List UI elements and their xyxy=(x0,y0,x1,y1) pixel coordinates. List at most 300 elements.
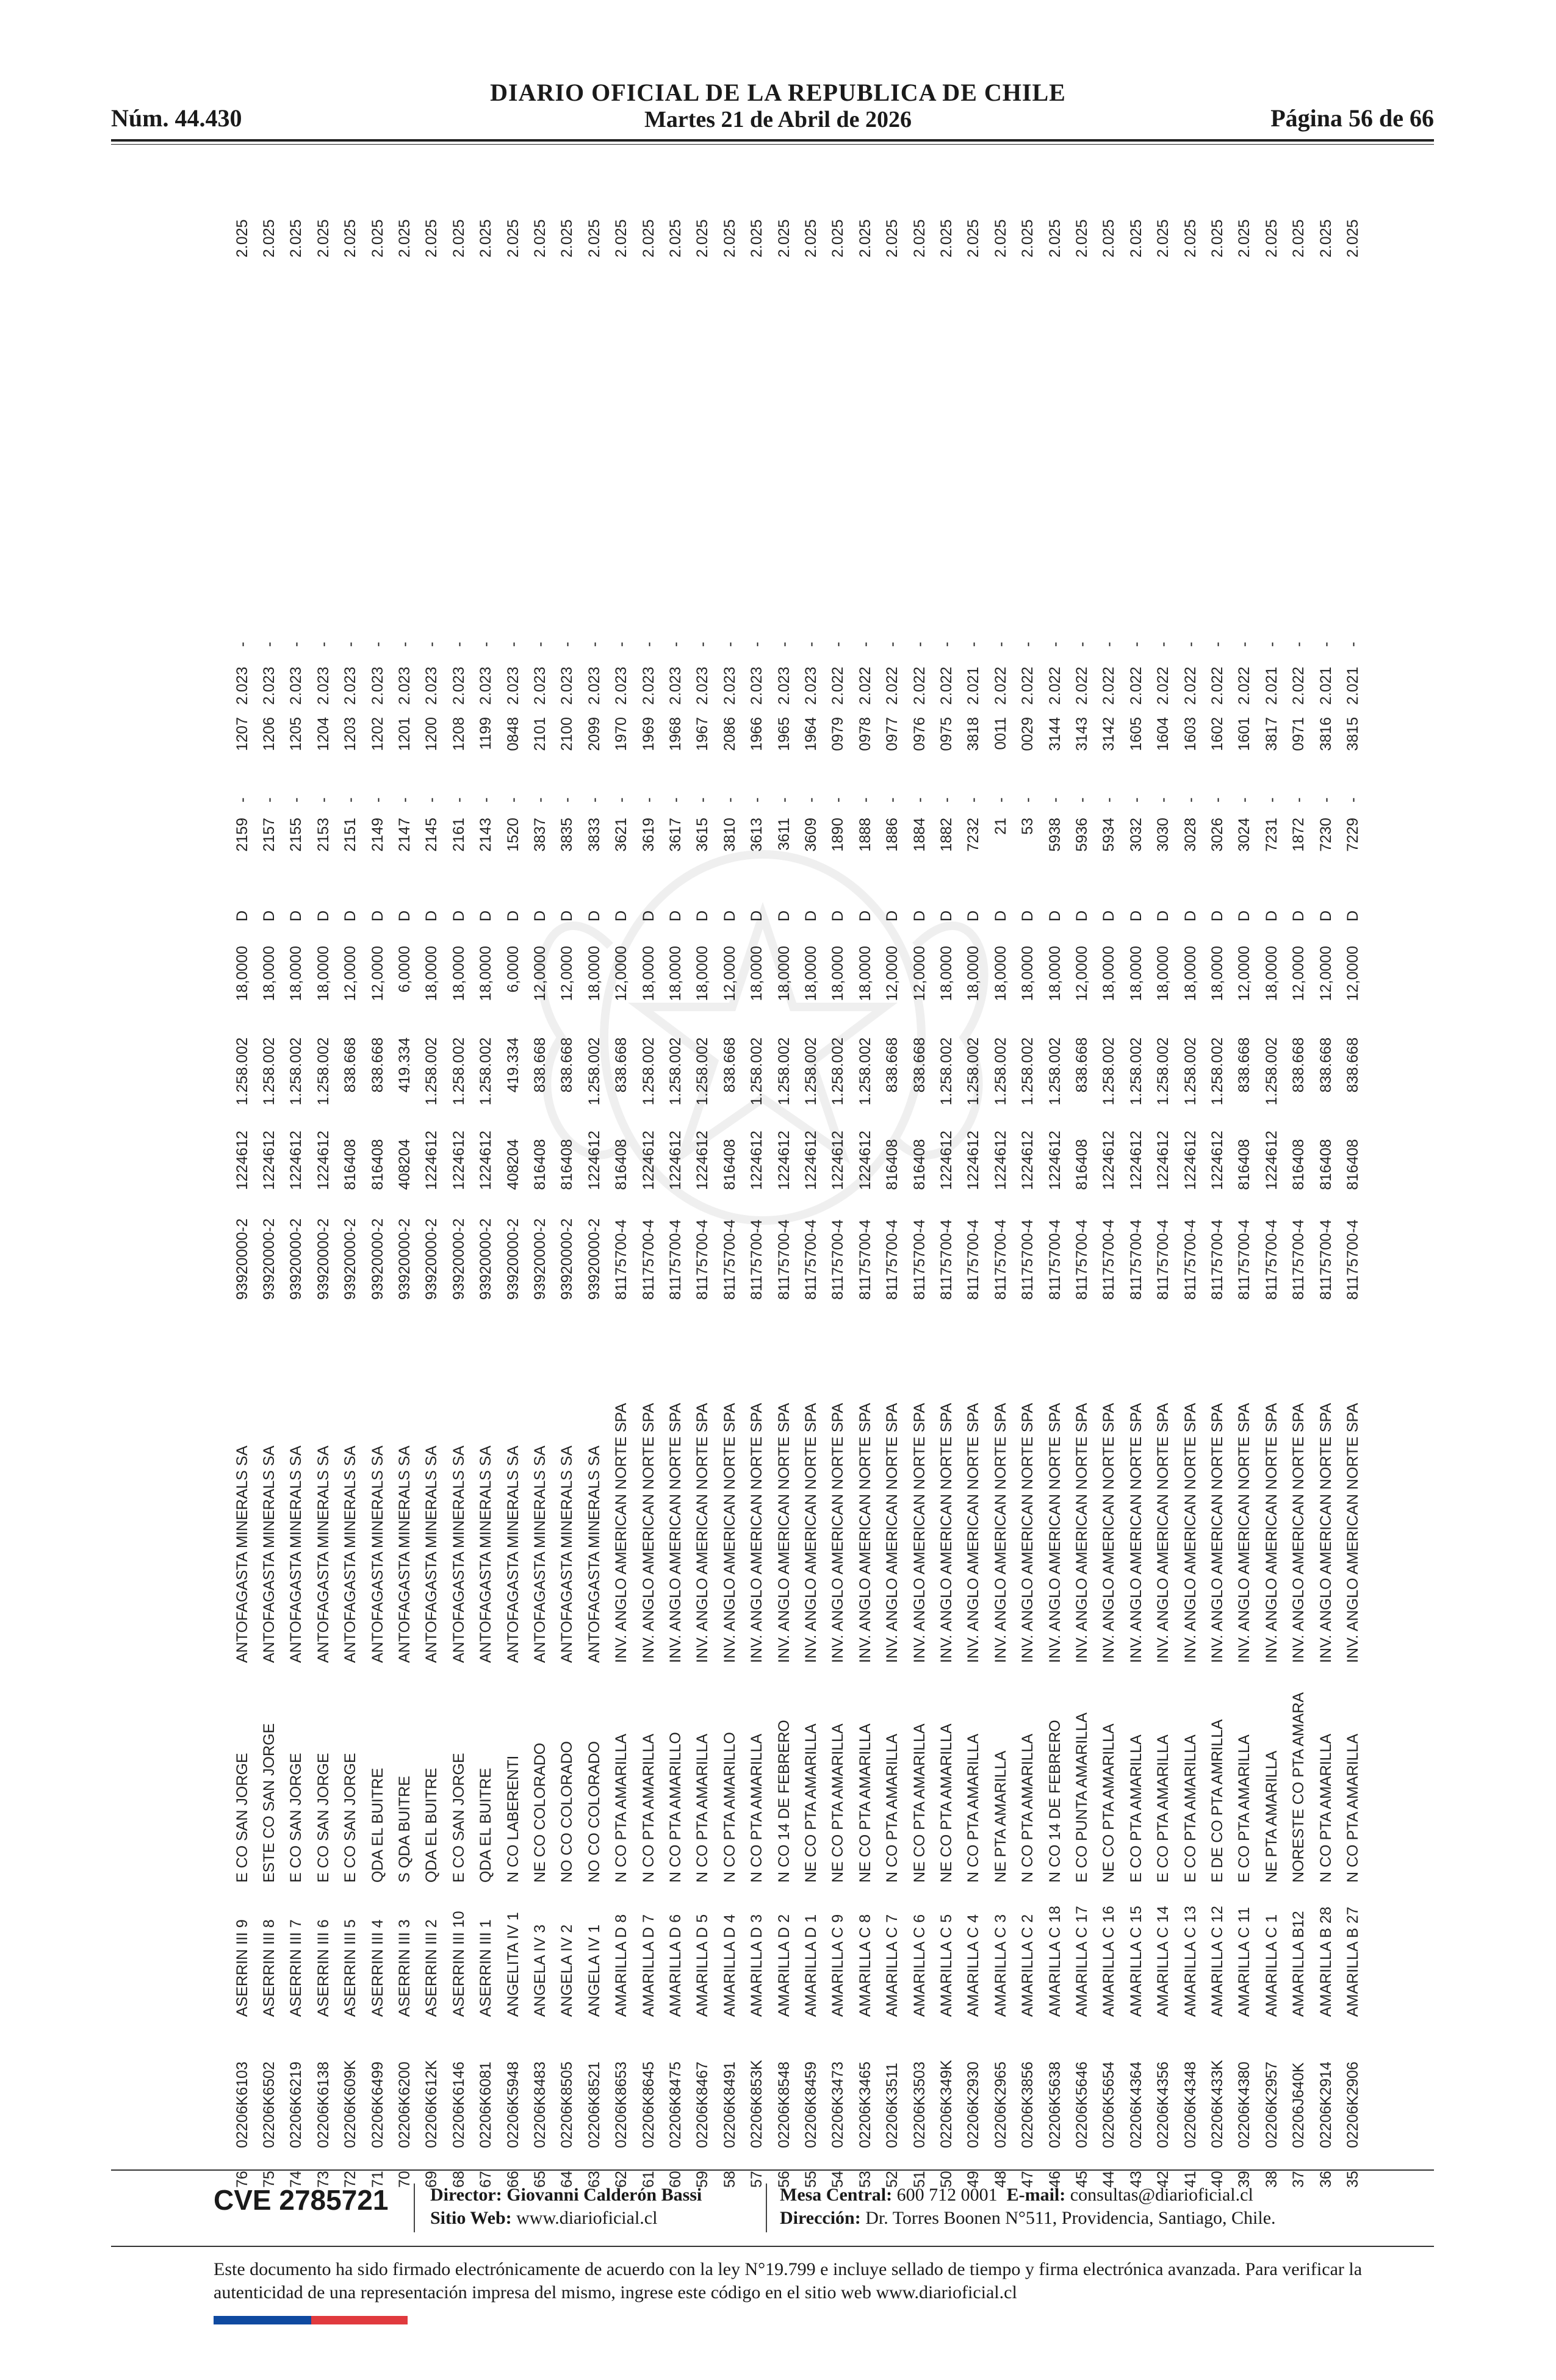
reference-number: 7230 xyxy=(1317,818,1334,852)
mining-code: 02206K3511 xyxy=(884,2063,901,2148)
holder-rut: 93920000-2 xyxy=(450,1218,467,1300)
type-flag: D xyxy=(748,910,766,921)
surface: 12,0000 xyxy=(342,946,359,1001)
value-b: 1.258.002 xyxy=(314,1037,332,1106)
value-b: 1.258.002 xyxy=(938,1037,955,1106)
value-a: 816408 xyxy=(1290,1139,1308,1190)
row-number: 64 xyxy=(558,2171,576,2188)
value-a: 1224612 xyxy=(829,1130,847,1190)
flag-stripe-blue xyxy=(214,2316,311,2324)
reference-year: 2.022 xyxy=(1073,666,1090,705)
holder-name: ANTOFAGASTA MINERALS SA xyxy=(477,1445,495,1663)
value-b: 1.258.002 xyxy=(1181,1037,1199,1106)
separator-dash-2: - xyxy=(694,641,711,647)
location: N CO PTA AMARILLA xyxy=(1019,1733,1037,1883)
reference-number: 2159 xyxy=(233,818,251,852)
table-row xyxy=(960,171,987,2215)
mining-code: 02206K609K xyxy=(342,2060,359,2148)
table-row xyxy=(1014,171,1041,2215)
reference-number: 3617 xyxy=(667,818,684,852)
value-a: 816408 xyxy=(1344,1139,1361,1190)
holder-rut: 81175700-4 xyxy=(1046,1219,1064,1300)
value-b: 1.258.002 xyxy=(802,1037,819,1106)
reference-number-2: 1601 xyxy=(1236,717,1253,751)
holder-rut: 93920000-2 xyxy=(287,1218,305,1300)
reference-number: 2153 xyxy=(314,818,332,852)
value-a: 816408 xyxy=(1073,1139,1090,1190)
reference-number-2: 1964 xyxy=(802,717,819,751)
separator-dash: - xyxy=(1209,797,1226,802)
value-a: 1224612 xyxy=(423,1130,441,1190)
row-number: 62 xyxy=(613,2171,630,2188)
separator-dash-2: - xyxy=(1236,641,1253,647)
phone-label: Mesa Central: xyxy=(780,2185,893,2205)
publication-year: 2.025 xyxy=(992,219,1009,258)
publication-date: Martes 21 de Abril de 2026 xyxy=(644,107,912,132)
reference-number: 2161 xyxy=(450,818,467,852)
publication-year: 2.025 xyxy=(504,219,522,258)
type-flag: D xyxy=(694,910,711,921)
location: S QDA BUITRE xyxy=(396,1775,413,1883)
separator-dash: - xyxy=(369,797,386,802)
type-flag: D xyxy=(721,910,738,921)
table-row xyxy=(1285,171,1312,2215)
row-number: 41 xyxy=(1181,2171,1199,2188)
mining-code: 02206K2965 xyxy=(992,2061,1009,2148)
value-a: 1224612 xyxy=(694,1130,711,1190)
table-row xyxy=(798,171,824,2215)
holder-rut: 81175700-4 xyxy=(1127,1219,1145,1300)
surface: 18,0000 xyxy=(829,946,847,1001)
reference-number: 3028 xyxy=(1181,818,1199,852)
type-flag: D xyxy=(314,910,332,921)
publication-year: 2.025 xyxy=(1181,219,1199,258)
page-number: Página 56 de 66 xyxy=(1270,104,1434,132)
concession-name: AMARILLA C 17 xyxy=(1073,1905,1090,2017)
type-flag: D xyxy=(1046,910,1064,921)
type-flag: D xyxy=(1019,910,1037,921)
location: E CO SAN JORGE xyxy=(287,1753,305,1883)
reference-number-2: 0978 xyxy=(856,717,874,751)
value-b: 1.258.002 xyxy=(1019,1037,1037,1106)
reference-number-2: 1199 xyxy=(477,717,495,750)
table-row xyxy=(391,171,418,2215)
value-a: 1224612 xyxy=(1019,1130,1037,1190)
location: E CO PTA AMARILLA xyxy=(1181,1734,1199,1883)
separator-dash: - xyxy=(1019,797,1037,802)
separator-dash-2: - xyxy=(721,641,738,647)
table-row xyxy=(906,171,933,2215)
concession-name: ANGELA IV 2 xyxy=(558,1924,576,2017)
reference-year: 2.023 xyxy=(396,666,413,705)
type-flag: D xyxy=(423,910,441,921)
holder-name: INV. ANGLO AMERICAN NORTE SPA xyxy=(775,1402,793,1663)
reference-number-2: 1201 xyxy=(396,717,413,751)
mining-code: 02206K8491 xyxy=(721,2061,738,2148)
table-row xyxy=(310,171,337,2215)
reference-year: 2.023 xyxy=(450,666,467,705)
reference-number: 1888 xyxy=(856,818,874,852)
mining-code: 02206K3503 xyxy=(910,2061,928,2148)
table-row xyxy=(1258,171,1285,2215)
issue-number: Núm. 44.430 xyxy=(111,104,242,132)
value-a: 408204 xyxy=(504,1139,522,1190)
reference-number: 7229 xyxy=(1344,818,1361,852)
row-number: 55 xyxy=(802,2171,819,2188)
row-number: 53 xyxy=(856,2171,874,2188)
value-b: 838.668 xyxy=(342,1037,359,1093)
surface: 18,0000 xyxy=(992,946,1009,1001)
publication-year: 2.025 xyxy=(314,219,332,258)
separator-dash: - xyxy=(1100,797,1118,802)
reference-number-2: 0976 xyxy=(910,717,928,751)
concession-name: AMARILLA D 4 xyxy=(721,1914,738,2017)
separator-dash-2: - xyxy=(1073,641,1090,647)
value-a: 1224612 xyxy=(585,1130,603,1190)
reference-year: 2.022 xyxy=(1127,666,1145,705)
table-row xyxy=(337,171,364,2215)
value-b: 1.258.002 xyxy=(261,1037,278,1106)
footer-contact-block xyxy=(780,2183,1276,2230)
table-row xyxy=(472,171,499,2215)
publication-year: 2.025 xyxy=(287,219,305,258)
mining-code: 02206K6138 xyxy=(314,2061,332,2148)
holder-name: ANTOFAGASTA MINERALS SA xyxy=(558,1445,576,1663)
reference-year: 2.022 xyxy=(1236,666,1253,705)
separator-dash: - xyxy=(396,797,413,802)
table-row xyxy=(1231,171,1258,2215)
publication-year: 2.025 xyxy=(1046,219,1064,258)
separator-dash-2: - xyxy=(261,641,278,647)
publication-year: 2.025 xyxy=(531,219,549,258)
surface: 18,0000 xyxy=(802,946,819,1001)
reference-number-2: 1967 xyxy=(694,717,711,751)
publication-year: 2.025 xyxy=(233,219,251,258)
value-a: 816408 xyxy=(884,1139,901,1190)
concessions-table-rotated xyxy=(189,171,1410,2215)
row-number: 67 xyxy=(477,2171,495,2188)
type-flag: D xyxy=(775,910,793,921)
reference-number: 5934 xyxy=(1100,818,1118,852)
publication-year: 2.025 xyxy=(1344,219,1361,258)
separator-dash: - xyxy=(667,797,684,802)
holder-rut: 93920000-2 xyxy=(314,1218,332,1300)
website-link[interactable]: www.diarioficial.cl xyxy=(516,2208,658,2228)
holder-rut: 81175700-4 xyxy=(1290,1219,1308,1300)
holder-rut: 81175700-4 xyxy=(613,1219,630,1300)
reference-year: 2.022 xyxy=(1154,666,1172,705)
holder-rut: 93920000-2 xyxy=(477,1218,495,1300)
reference-year: 2.023 xyxy=(477,666,495,705)
mining-code: 02206K8505 xyxy=(558,2061,576,2148)
value-b: 1.258.002 xyxy=(748,1037,766,1106)
holder-rut: 81175700-4 xyxy=(829,1219,847,1300)
publication-year: 2.025 xyxy=(1073,219,1090,258)
reference-number-2: 1603 xyxy=(1181,717,1199,751)
type-flag: D xyxy=(802,910,819,921)
mining-code: 02206K5646 xyxy=(1073,2061,1090,2148)
concession-name: AMARILLA C 18 xyxy=(1046,1905,1064,2017)
location: NE CO PTA AMARILLA xyxy=(856,1723,874,1883)
separator-dash: - xyxy=(613,797,630,802)
header-rule xyxy=(111,139,1434,142)
reference-year: 2.022 xyxy=(1290,666,1308,705)
holder-rut: 81175700-4 xyxy=(1073,1219,1090,1300)
surface: 12,0000 xyxy=(369,946,386,1001)
mining-code: 02206K8645 xyxy=(639,2061,657,2148)
holder-rut: 81175700-4 xyxy=(694,1219,711,1300)
location: NO CO COLORADO xyxy=(558,1741,576,1883)
location: N CO PTA AMARILLA xyxy=(965,1733,982,1883)
type-flag: D xyxy=(233,910,251,921)
concession-name: ASERRIN III 10 xyxy=(450,1911,467,2017)
holder-name: INV. ANGLO AMERICAN NORTE SPA xyxy=(884,1402,901,1663)
holder-name: INV. ANGLO AMERICAN NORTE SPA xyxy=(1073,1402,1090,1663)
concession-name: AMARILLA C 13 xyxy=(1181,1905,1199,2017)
value-b: 1.258.002 xyxy=(423,1037,441,1106)
phone-value: 600 712 0001 xyxy=(896,2185,998,2205)
separator-dash: - xyxy=(558,797,576,802)
concession-name: AMARILLA D 8 xyxy=(613,1914,630,2017)
location: N CO PTA AMARILLA xyxy=(1317,1733,1334,1883)
concession-name: AMARILLA C 11 xyxy=(1236,1906,1253,2017)
holder-rut: 81175700-4 xyxy=(1181,1219,1199,1300)
location: NE CO PTA AMARILLA xyxy=(1100,1723,1118,1883)
reference-number-2: 1970 xyxy=(613,717,630,751)
concession-name: AMARILLA D 5 xyxy=(694,1914,711,2017)
reference-year: 2.023 xyxy=(613,666,630,705)
type-flag: D xyxy=(1344,910,1361,921)
table-row xyxy=(824,171,851,2215)
separator-dash: - xyxy=(829,797,847,802)
surface: 18,0000 xyxy=(233,946,251,1001)
row-number: 49 xyxy=(965,2171,982,2188)
value-b: 1.258.002 xyxy=(667,1037,684,1106)
location: E CO PTA AMARILLA xyxy=(1236,1734,1253,1883)
holder-name: ANTOFAGASTA MINERALS SA xyxy=(314,1445,332,1663)
row-number: 76 xyxy=(233,2171,251,2188)
holder-name: INV. ANGLO AMERICAN NORTE SPA xyxy=(667,1402,684,1663)
row-number: 37 xyxy=(1290,2171,1308,2188)
publication-year: 2.025 xyxy=(1127,219,1145,258)
value-b: 1.258.002 xyxy=(233,1037,251,1106)
holder-rut: 81175700-4 xyxy=(775,1219,793,1300)
separator-dash: - xyxy=(314,797,332,802)
separator-dash: - xyxy=(639,797,657,802)
concession-name: AMARILLA C 3 xyxy=(992,1914,1009,2017)
value-b: 838.668 xyxy=(1317,1037,1334,1093)
separator-dash-2: - xyxy=(558,641,576,647)
table-row xyxy=(418,171,445,2215)
value-b: 1.258.002 xyxy=(1046,1037,1064,1106)
email-link[interactable]: consultas@diarioficial.cl xyxy=(1070,2185,1253,2205)
row-number: 54 xyxy=(829,2171,847,2188)
holder-name: INV. ANGLO AMERICAN NORTE SPA xyxy=(748,1402,766,1663)
publication-year: 2.025 xyxy=(1019,219,1037,258)
holder-rut: 81175700-4 xyxy=(884,1219,901,1300)
reference-number: 2143 xyxy=(477,818,495,852)
separator-dash-2: - xyxy=(639,641,657,647)
reference-number-2: 1969 xyxy=(639,717,657,751)
surface: 12,0000 xyxy=(884,946,901,1001)
separator-dash-2: - xyxy=(504,641,522,647)
mining-code: 02206K853K xyxy=(748,2060,766,2148)
reference-year: 2.023 xyxy=(721,666,738,705)
table-row xyxy=(689,171,716,2215)
reference-number-2: 1204 xyxy=(314,717,332,751)
value-a: 1224612 xyxy=(477,1130,495,1190)
table-row xyxy=(1150,171,1176,2215)
holder-name: INV. ANGLO AMERICAN NORTE SPA xyxy=(1344,1402,1361,1663)
surface: 12,0000 xyxy=(1236,946,1253,1001)
surface: 18,0000 xyxy=(856,946,874,1001)
value-a: 816408 xyxy=(613,1139,630,1190)
table-row xyxy=(743,171,770,2215)
value-b: 838.668 xyxy=(558,1037,576,1093)
location: N CO PTA AMARILLA xyxy=(884,1733,901,1883)
separator-dash: - xyxy=(1344,797,1361,802)
reference-year: 2.021 xyxy=(1262,666,1280,705)
surface: 18,0000 xyxy=(775,946,793,1001)
location: E CO SAN JORGE xyxy=(342,1753,359,1883)
holder-name: INV. ANGLO AMERICAN NORTE SPA xyxy=(639,1402,657,1663)
separator-dash-2: - xyxy=(1127,641,1145,647)
value-b: 838.668 xyxy=(531,1037,549,1093)
publication-year: 2.025 xyxy=(856,219,874,258)
separator-dash-2: - xyxy=(450,641,467,647)
surface: 18,0000 xyxy=(1100,946,1118,1001)
separator-dash-2: - xyxy=(233,641,251,647)
reference-number-2: 0975 xyxy=(938,717,955,751)
concession-name: ASERRIN III 6 xyxy=(314,1919,332,2017)
value-a: 816408 xyxy=(1317,1139,1334,1190)
value-b: 1.258.002 xyxy=(965,1037,982,1106)
surface: 18,0000 xyxy=(1154,946,1172,1001)
mining-code: 02206K6502 xyxy=(261,2061,278,2148)
value-b: 1.258.002 xyxy=(477,1037,495,1106)
mining-code: 02206K3856 xyxy=(1019,2061,1037,2148)
reference-number: 7232 xyxy=(965,818,982,852)
value-a: 1224612 xyxy=(965,1130,982,1190)
mining-code: 02206K2914 xyxy=(1317,2061,1334,2148)
holder-name: INV. ANGLO AMERICAN NORTE SPA xyxy=(910,1402,928,1663)
location: NE CO PTA AMARILLA xyxy=(802,1723,819,1883)
value-a: 408204 xyxy=(396,1139,413,1190)
footer-rule xyxy=(111,2169,1434,2171)
holder-rut: 93920000-2 xyxy=(504,1218,522,1300)
reference-year: 2.023 xyxy=(314,666,332,705)
reference-number: 3024 xyxy=(1236,818,1253,852)
concession-name: ASERRIN III 2 xyxy=(423,1919,441,2017)
reference-number: 2151 xyxy=(342,818,359,852)
row-number: 61 xyxy=(639,2171,657,2188)
separator-dash-2: - xyxy=(775,641,793,647)
value-b: 1.258.002 xyxy=(856,1037,874,1106)
reference-year: 2.023 xyxy=(342,666,359,705)
surface: 12,0000 xyxy=(721,946,738,1001)
value-a: 1224612 xyxy=(314,1130,332,1190)
holder-rut: 81175700-4 xyxy=(856,1219,874,1300)
mining-code: 02206K6219 xyxy=(287,2061,305,2148)
reference-year: 2.023 xyxy=(423,666,441,705)
holder-name: ANTOFAGASTA MINERALS SA xyxy=(233,1445,251,1663)
value-a: 1224612 xyxy=(992,1130,1009,1190)
reference-number-2: 2100 xyxy=(558,717,576,751)
mining-code: 02206K8483 xyxy=(531,2061,549,2148)
row-number: 43 xyxy=(1127,2171,1145,2188)
mining-code: 02206K433K xyxy=(1209,2060,1226,2148)
separator-dash: - xyxy=(233,797,251,802)
surface: 12,0000 xyxy=(558,946,576,1001)
concession-name: ASERRIN III 5 xyxy=(342,1919,359,2017)
reference-number-2: 1966 xyxy=(748,717,766,751)
publication-year: 2.025 xyxy=(639,219,657,258)
reference-number: 1872 xyxy=(1290,818,1308,852)
reference-number: 2147 xyxy=(396,818,413,852)
holder-name: INV. ANGLO AMERICAN NORTE SPA xyxy=(1236,1402,1253,1663)
surface: 12,0000 xyxy=(613,946,630,1001)
row-number: 47 xyxy=(1019,2171,1037,2188)
value-a: 1224612 xyxy=(856,1130,874,1190)
publication-year: 2.025 xyxy=(1317,219,1334,258)
value-a: 816408 xyxy=(558,1139,576,1190)
row-number: 66 xyxy=(504,2171,522,2188)
reference-year: 2.021 xyxy=(965,666,982,705)
reference-year: 2.023 xyxy=(775,666,793,705)
reference-number: 3613 xyxy=(748,818,766,852)
row-number: 60 xyxy=(667,2171,684,2188)
holder-name: INV. ANGLO AMERICAN NORTE SPA xyxy=(965,1402,982,1663)
separator-dash: - xyxy=(1181,797,1199,802)
reference-number: 1520 xyxy=(504,818,522,852)
concession-name: ASERRIN III 8 xyxy=(261,1919,278,2017)
table-row xyxy=(662,171,689,2215)
holder-name: ANTOFAGASTA MINERALS SA xyxy=(504,1445,522,1663)
value-b: 1.258.002 xyxy=(1100,1037,1118,1106)
table-row xyxy=(1123,171,1150,2215)
holder-name: ANTOFAGASTA MINERALS SA xyxy=(287,1445,305,1663)
separator-dash-2: - xyxy=(1019,641,1037,647)
separator-dash: - xyxy=(531,797,549,802)
mining-code: 02206K6499 xyxy=(369,2061,386,2148)
reference-number: 2149 xyxy=(369,818,386,852)
publication-year: 2.025 xyxy=(694,219,711,258)
publication-year: 2.025 xyxy=(1100,219,1118,258)
separator-dash: - xyxy=(504,797,522,802)
surface: 18,0000 xyxy=(314,946,332,1001)
value-a: 1224612 xyxy=(1262,1130,1280,1190)
separator-dash-2: - xyxy=(992,641,1009,647)
value-b: 419.334 xyxy=(396,1037,413,1093)
table-row xyxy=(1339,171,1366,2215)
type-flag: D xyxy=(450,910,467,921)
holder-name: INV. ANGLO AMERICAN NORTE SPA xyxy=(1154,1402,1172,1663)
reference-number-2: 3818 xyxy=(965,717,982,751)
separator-dash: - xyxy=(1046,797,1064,802)
separator-dash-2: - xyxy=(1262,641,1280,647)
row-number: 50 xyxy=(938,2171,955,2188)
type-flag: D xyxy=(965,910,982,921)
surface: 18,0000 xyxy=(261,946,278,1001)
type-flag: D xyxy=(938,910,955,921)
separator-dash-2: - xyxy=(342,641,359,647)
mining-code: 02206K6146 xyxy=(450,2061,467,2148)
separator-dash-2: - xyxy=(748,641,766,647)
value-b: 1.258.002 xyxy=(450,1037,467,1106)
value-a: 1224612 xyxy=(1154,1130,1172,1190)
holder-name: INV. ANGLO AMERICAN NORTE SPA xyxy=(1019,1402,1037,1663)
concessions-table xyxy=(189,171,1410,2215)
